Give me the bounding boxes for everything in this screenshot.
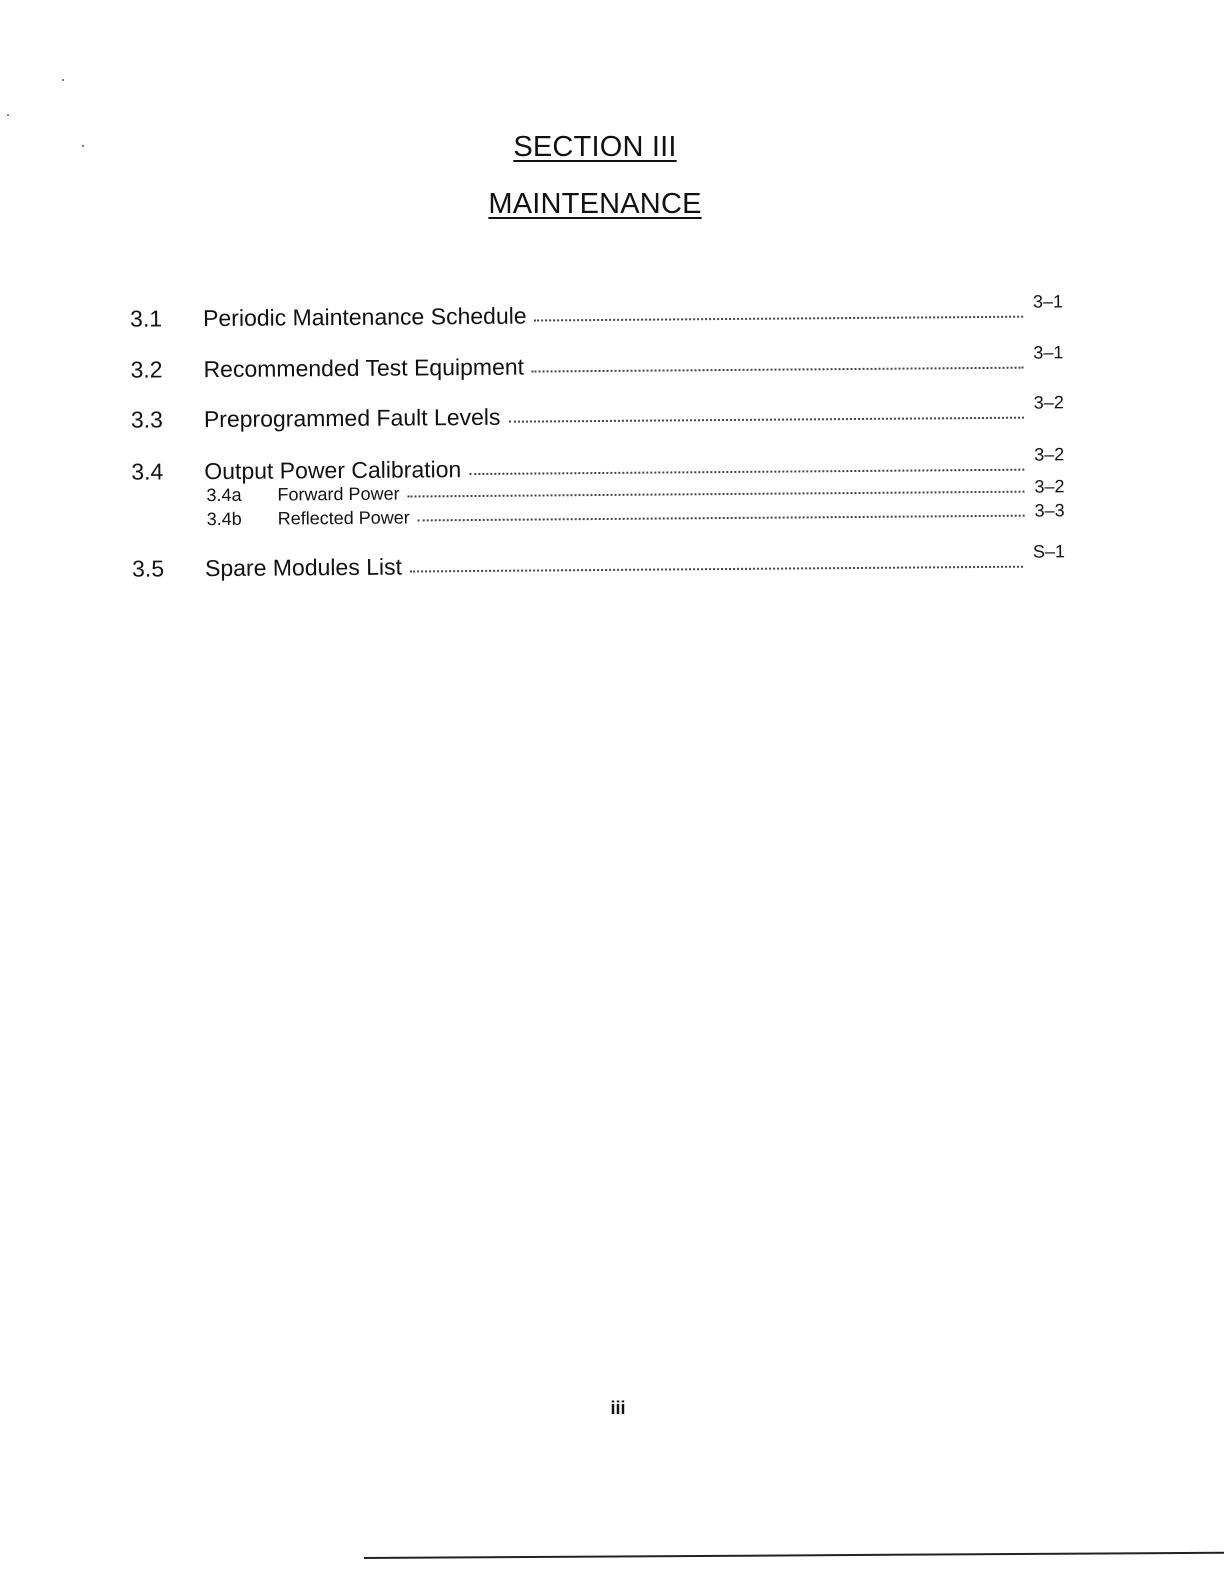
toc-entry-label: Periodic Maintenance Schedule	[203, 302, 527, 332]
dot-leader	[408, 491, 1025, 498]
toc-entry-3-1[interactable]	[130, 291, 1064, 332]
toc-entry-number: 3.5	[131, 555, 165, 582]
toc-entry-label: Output Power Calibration	[204, 456, 462, 485]
toc-entry-3-3[interactable]	[130, 392, 1064, 433]
dot-leader	[469, 469, 1024, 475]
toc-subentry-label: Forward Power	[277, 483, 400, 505]
dot-leader	[410, 566, 1023, 573]
toc-entry-3-5[interactable]	[131, 541, 1066, 582]
toc-subentry-number: 3.4b	[206, 508, 242, 530]
toc-entry-label: Recommended Test Equipment	[203, 353, 525, 383]
toc-entry-3-2[interactable]	[130, 342, 1064, 383]
dot-leader	[532, 367, 1023, 373]
toc-subentry-label: Reflected Power	[277, 507, 410, 529]
toc-entry-number: 3.2	[130, 356, 163, 383]
toc-entry-page: 3–2	[1033, 392, 1064, 413]
toc-subentry-page: 3–2	[1034, 476, 1065, 497]
bottom-edge-line	[364, 1552, 1224, 1559]
dot-leader	[535, 316, 1023, 322]
toc-entry-page: 3–1	[1033, 342, 1064, 363]
dot-leader	[509, 417, 1024, 423]
page-number: iii	[610, 1398, 626, 1418]
dot-leader	[418, 515, 1025, 522]
toc-entry-number: 3.4	[131, 458, 164, 485]
toc-entry-page: 3–2	[1034, 444, 1065, 465]
toc-subentry-number: 3.4a	[206, 484, 242, 506]
table-of-contents	[0, 0, 1224, 605]
toc-entry-label: Spare Modules List	[204, 553, 403, 582]
toc-subentry-3-4b[interactable]	[207, 502, 1065, 530]
section-heading: SECTION III	[513, 131, 677, 163]
page-title: MAINTENANCE	[488, 188, 702, 220]
toc-entry-label: Preprogrammed Fault Levels	[203, 403, 501, 433]
toc-entry-number: 3.3	[130, 406, 163, 433]
toc-entry-number: 3.1	[130, 305, 163, 332]
toc-entry-page: 3–1	[1032, 291, 1064, 312]
toc-subentry-page: 3–3	[1034, 500, 1065, 521]
toc-entry-page: S–1	[1032, 541, 1066, 562]
